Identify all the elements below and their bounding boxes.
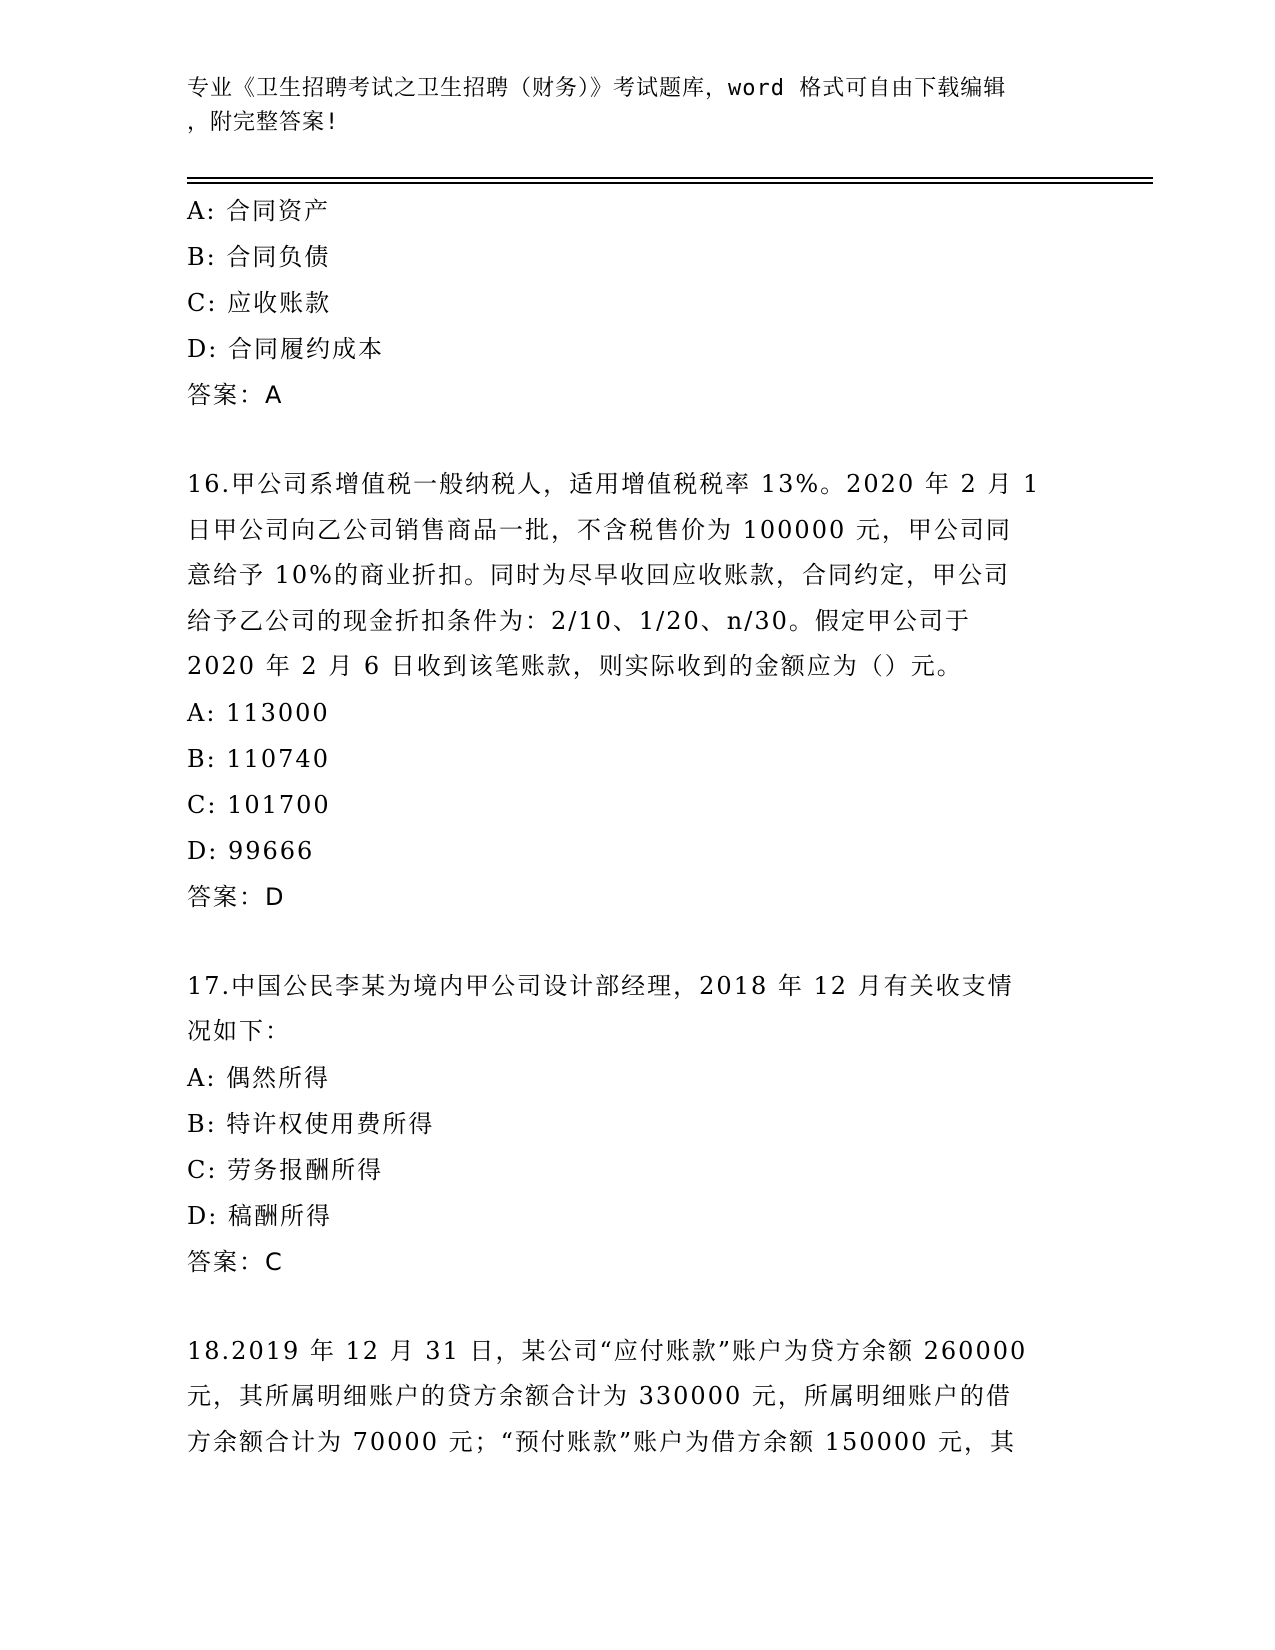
header-line-1: 专业《卫生招聘考试之卫生招聘（财务）》考试题库，word 格式可自由下载编辑 [187, 76, 1007, 101]
option-c: C: 101700 [187, 790, 331, 819]
question-text [187, 462, 1087, 690]
header-line-2: ，附完整答案! [187, 110, 340, 135]
question-line: 况如下： [187, 1017, 291, 1045]
option-d: D: 稿酬所得 [187, 1201, 332, 1230]
option-d: D: 合同履约成本 [187, 335, 384, 363]
question-line: 17.中国公民李某为境内甲公司设计部经理，2018 年 12 月有关收支情 [187, 971, 1014, 1000]
exam-content [187, 188, 1087, 1465]
question-text [187, 1329, 1087, 1466]
spacer [187, 1285, 1087, 1329]
option-a: A: 合同资产 [187, 197, 331, 225]
option-c: C: 劳务报酬所得 [187, 1155, 384, 1184]
question-17 [187, 964, 1087, 1285]
option-a: A: 113000 [187, 698, 330, 727]
question-18 [187, 1329, 1087, 1466]
header-divider-top [187, 177, 1153, 179]
option-b: B: 110740 [187, 744, 330, 773]
question-line: 18.2019 年 12 月 31 日，某公司“应付账款”账户为贷方余额 260000 [187, 1336, 1028, 1365]
question-line: 方余额合计为 70000 元；“预付账款”账户为借方余额 150000 元，其 [187, 1427, 1017, 1456]
document-header [187, 72, 1087, 140]
question-line: 给予乙公司的现金折扣条件为：2/10、1/20、n/30。假定甲公司于 [187, 606, 971, 635]
option-d: D: 99666 [187, 836, 315, 865]
question-text [187, 964, 1087, 1055]
question-16 [187, 462, 1087, 920]
answer: 答案：A [187, 381, 284, 409]
option-b: B: 合同负债 [187, 243, 331, 271]
question-line: 元，其所属明细账户的贷方余额合计为 330000 元，所属明细账户的借 [187, 1382, 1012, 1410]
option-b: B: 特许权使用费所得 [187, 1109, 435, 1138]
answer: 答案：C [187, 1247, 284, 1276]
option-c: C: 应收账款 [187, 289, 332, 317]
option-a: A: 偶然所得 [187, 1063, 331, 1092]
answer: 答案：D [187, 882, 286, 911]
spacer [187, 418, 1087, 462]
question-line: 日甲公司向乙公司销售商品一批，不含税售价为 100000 元，甲公司同 [187, 515, 1012, 544]
spacer [187, 920, 1087, 964]
question-line: 意给予 10%的商业折扣。同时为尽早收回应收账款，合同约定，甲公司 [187, 561, 1010, 589]
question-line: 2020 年 2 月 6 日收到该笔账款，则实际收到的金额应为（）元。 [187, 652, 963, 680]
question-line: 16.甲公司系增值税一般纳税人，适用增值税税率 13%。2020 年 2 月 1 [187, 470, 1041, 498]
header-divider-bottom [187, 182, 1153, 184]
question-15-tail [187, 188, 1087, 418]
